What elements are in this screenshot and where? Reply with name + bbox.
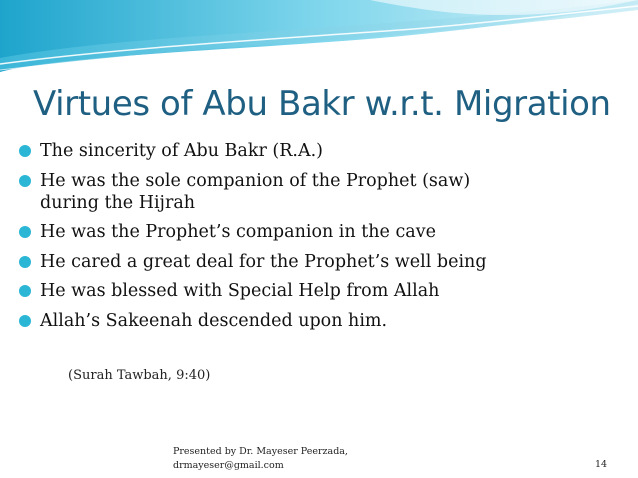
bullet-dot-icon [19,226,31,238]
bullet-item [19,170,619,214]
bullet-text-continuation: during the Hijrah [40,192,196,213]
header-wave-decoration [0,0,638,80]
presenter-email: drmayeser@gmail.com [173,460,284,471]
quran-reference: (Surah Tawbah, 9:40) [68,368,211,383]
bullet-text: He was the sole companion of the Prophet (saw) [40,170,471,191]
bullet-text: Allah’s Sakeenah descended upon him. [40,310,388,331]
bullet-item [19,140,619,162]
bullet-text: He was the Prophet’s companion in the cave [40,222,436,242]
bullet-item [19,251,619,273]
slide-title: Virtues of Abu Bakr w.r.t. Migration [33,84,611,124]
bullet-dot-icon [19,315,31,327]
bullet-item [19,280,619,302]
bullet-dot-icon [19,256,31,268]
bullet-item [19,221,619,243]
presenter-name: Presented by Dr. Mayeser Peerzada, [173,446,348,457]
bullet-dot-icon [19,175,31,187]
bullet-text: The sincerity of Abu Bakr (R.A.) [40,141,323,161]
bullet-dot-icon [19,145,31,157]
bullet-dot-icon [19,285,31,297]
page-number: 14 [595,459,608,470]
bullet-item [19,310,619,332]
bullet-text: He cared a great deal for the Prophet’s well being [40,251,487,272]
footer-presenter [173,445,348,473]
bullet-list [19,140,619,339]
bullet-text: He was blessed with Special Help from Allah [40,281,440,301]
